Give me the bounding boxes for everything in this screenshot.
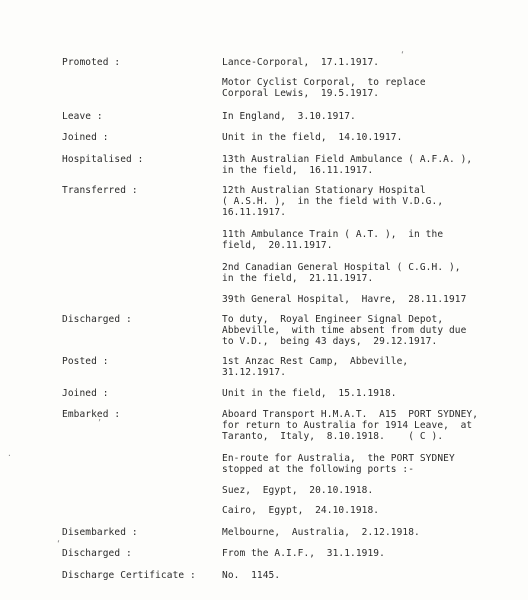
record-label-discharged-2: Discharged : [62,548,132,559]
record-entry-embarked-4: Cairo, Egypt, 24.10.1918. [222,505,380,516]
record-label-joined: Joined : [62,132,109,143]
record-label-discharge-certificate: Discharge Certificate : [62,570,196,581]
scan-mark: ‘ [56,539,61,548]
record-entry-transferred-3: 2nd Canadian General Hospital ( C.G.H. ), in the field, 21.11.1917. [222,262,461,284]
record-label-disembarked: Disembarked : [62,527,138,538]
record-label-embarked: Embarked : [62,409,121,420]
record-entry-transferred-1: 12th Australian Stationary Hospital ( A.S.H. ), in the field with V.D.G., 16.11.1917. [222,185,444,218]
scan-mark: ‘ [400,50,405,59]
record-entry-embarked-3: Suez, Egypt, 20.10.1918. [222,485,374,496]
record-label-posted: Posted : [62,356,109,367]
record-label-promoted: Promoted : [62,57,121,68]
record-entry-discharge-certificate-1: No. 1145. [222,570,281,581]
record-label-joined-2: Joined : [62,388,109,399]
record-entry-promoted-2: Motor Cyclist Corporal, to replace Corporal Lewis, 19.5.1917. [222,77,426,99]
record-entry-joined-2-1: Unit in the field, 15.1.1918. [222,388,397,399]
scan-mark: ’ [97,418,102,427]
record-entry-hospitalised-1: 13th Australian Field Ambulance ( A.F.A. ), in the field, 16.11.1917. [222,154,473,176]
record-label-hospitalised: Hospitalised : [62,154,144,165]
record-label-discharged: Discharged : [62,314,132,325]
record-entry-embarked-2: En-route for Australia, the PORT SYDNEY stopped at the following ports :- [222,453,455,475]
record-entry-transferred-4: 39th General Hospital, Havre, 28.11.1917 [222,294,467,305]
record-entry-posted-1: 1st Anzac Rest Camp, Abbeville, 31.12.1917. [222,356,409,378]
record-label-transferred: Transferred : [62,185,138,196]
record-label-leave: Leave : [62,111,103,122]
record-entry-promoted-1: Lance-Corporal, 17.1.1917. [222,57,380,68]
record-entry-disembarked-1: Melbourne, Australia, 2.12.1918. [222,527,420,538]
record-entry-transferred-2: 11th Ambulance Train ( A.T. ), in the field, 20.11.1917. [222,229,444,251]
record-entry-joined-1: Unit in the field, 14.10.1917. [222,132,403,143]
record-entry-leave-1: In England, 3.10.1917. [222,111,356,122]
record-entry-embarked-1: Aboard Transport H.M.A.T. A15 PORT SYDNEY, for return to Australia for 1914 Leave, at Taranto, Italy, 8.10.1918. ( C ). [222,409,479,442]
scan-mark: · [7,451,12,460]
record-entry-discharged-2-1: From the A.I.F., 31.1.1919. [222,548,385,559]
record-entry-discharged-1: To duty, Royal Engineer Signal Depot, Abbeville, with time absent from duty due to V.D., being 43 days, 29.12.1917. [222,314,467,347]
